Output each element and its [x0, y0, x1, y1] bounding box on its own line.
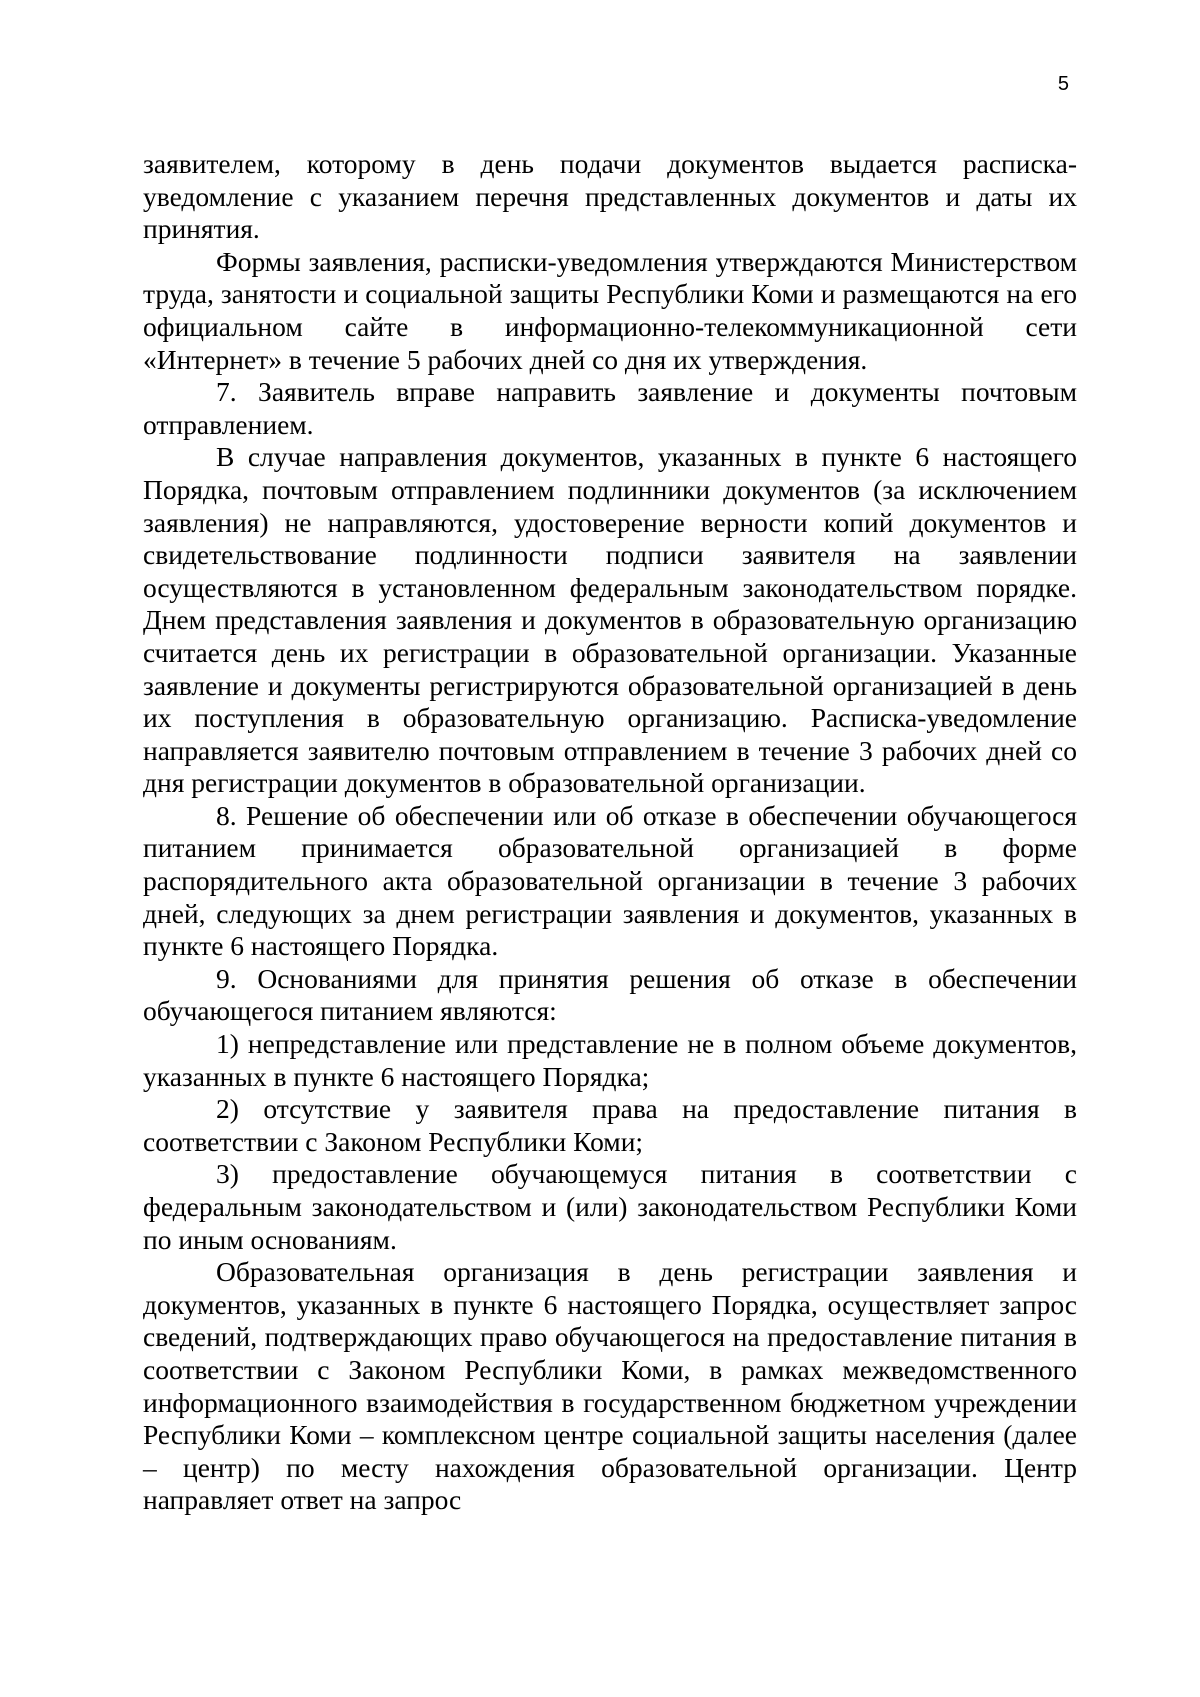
- paragraph-interagency-request: Образовательная организация в день регистрации заявления и документов, указанных в пункте 6 настоящего Порядка, осуществляет запрос сведений, подтверждающих право обучающегося на предоставление питания в соответствии с Законом Республики Коми, в рамках межведомственного информационного взаимодействия в государственном бюджетном учреждении Республики Коми – комплексном центре социальной защиты населения (далее – центр) по месту нахождения образовательной организации. Центр направляет ответ на запрос: [143, 1256, 1077, 1516]
- paragraph-item-9: 9. Основаниями для принятия решения об отказе в обеспечении обучающегося питанием являются:: [143, 962, 1077, 1027]
- paragraph-postal-submission: В случае направления документов, указанных в пункте 6 настоящего Порядка, почтовым отправлением подлинники документов (за исключением заявления) не направляются, удостоверение верности копий документов и свидетельствование подлинности подписи заявителя на заявлении осуществляются в установленном федеральным законодательством порядке. Днем представления заявления и документов в образовательную организацию считается день их регистрации в образовательной организации. Указанные заявление и документы регистрируются образовательной организацией в день их поступления в образовательную организацию. Расписка-уведомление направляется заявителю почтовым отправлением в течение 3 рабочих дней со дня регистрации документов в образовательной организации.: [143, 441, 1077, 799]
- paragraph-forms: Формы заявления, расписки-уведомления утверждаются Министерством труда, занятости и социальной защиты Республики Коми и размещаются на его официальном сайте в информационно-телекоммуникационной сети «Интернет» в течение 5 рабочих дней со дня их утверждения.: [143, 245, 1077, 375]
- paragraph-subitem-1: 1) непредставление или представление не в полном объеме документов, указанных в пункте 6 настоящего Порядка;: [143, 1028, 1077, 1092]
- page-number: 5: [1057, 73, 1069, 95]
- paragraph-subitem-3: 3) предоставление обучающемуся питания в соответствии с федеральным законодательством и (или) законодательством Республики Коми по иным основаниям.: [143, 1158, 1077, 1255]
- document-body: [143, 148, 1077, 1517]
- paragraph-continuation: заявителем, которому в день подачи документов выдается расписка-уведомление с указанием перечня представленных документов и даты их принятия.: [143, 148, 1077, 245]
- paragraph-item-8: 8. Решение об обеспечении или об отказе в обеспечении обучающегося питанием принимается образовательной организацией в форме распорядительного акта образовательной организации в течение 3 рабочих дней, следующих за днем регистрации заявления и документов, указанных в пункте 6 настоящего Порядка.: [143, 799, 1077, 962]
- paragraph-item-7: 7. Заявитель вправе направить заявление и документы почтовым отправлением.: [143, 376, 1077, 440]
- paragraph-subitem-2: 2) отсутствие у заявителя права на предоставление питания в соответствии с Законом Республики Коми;: [143, 1093, 1077, 1157]
